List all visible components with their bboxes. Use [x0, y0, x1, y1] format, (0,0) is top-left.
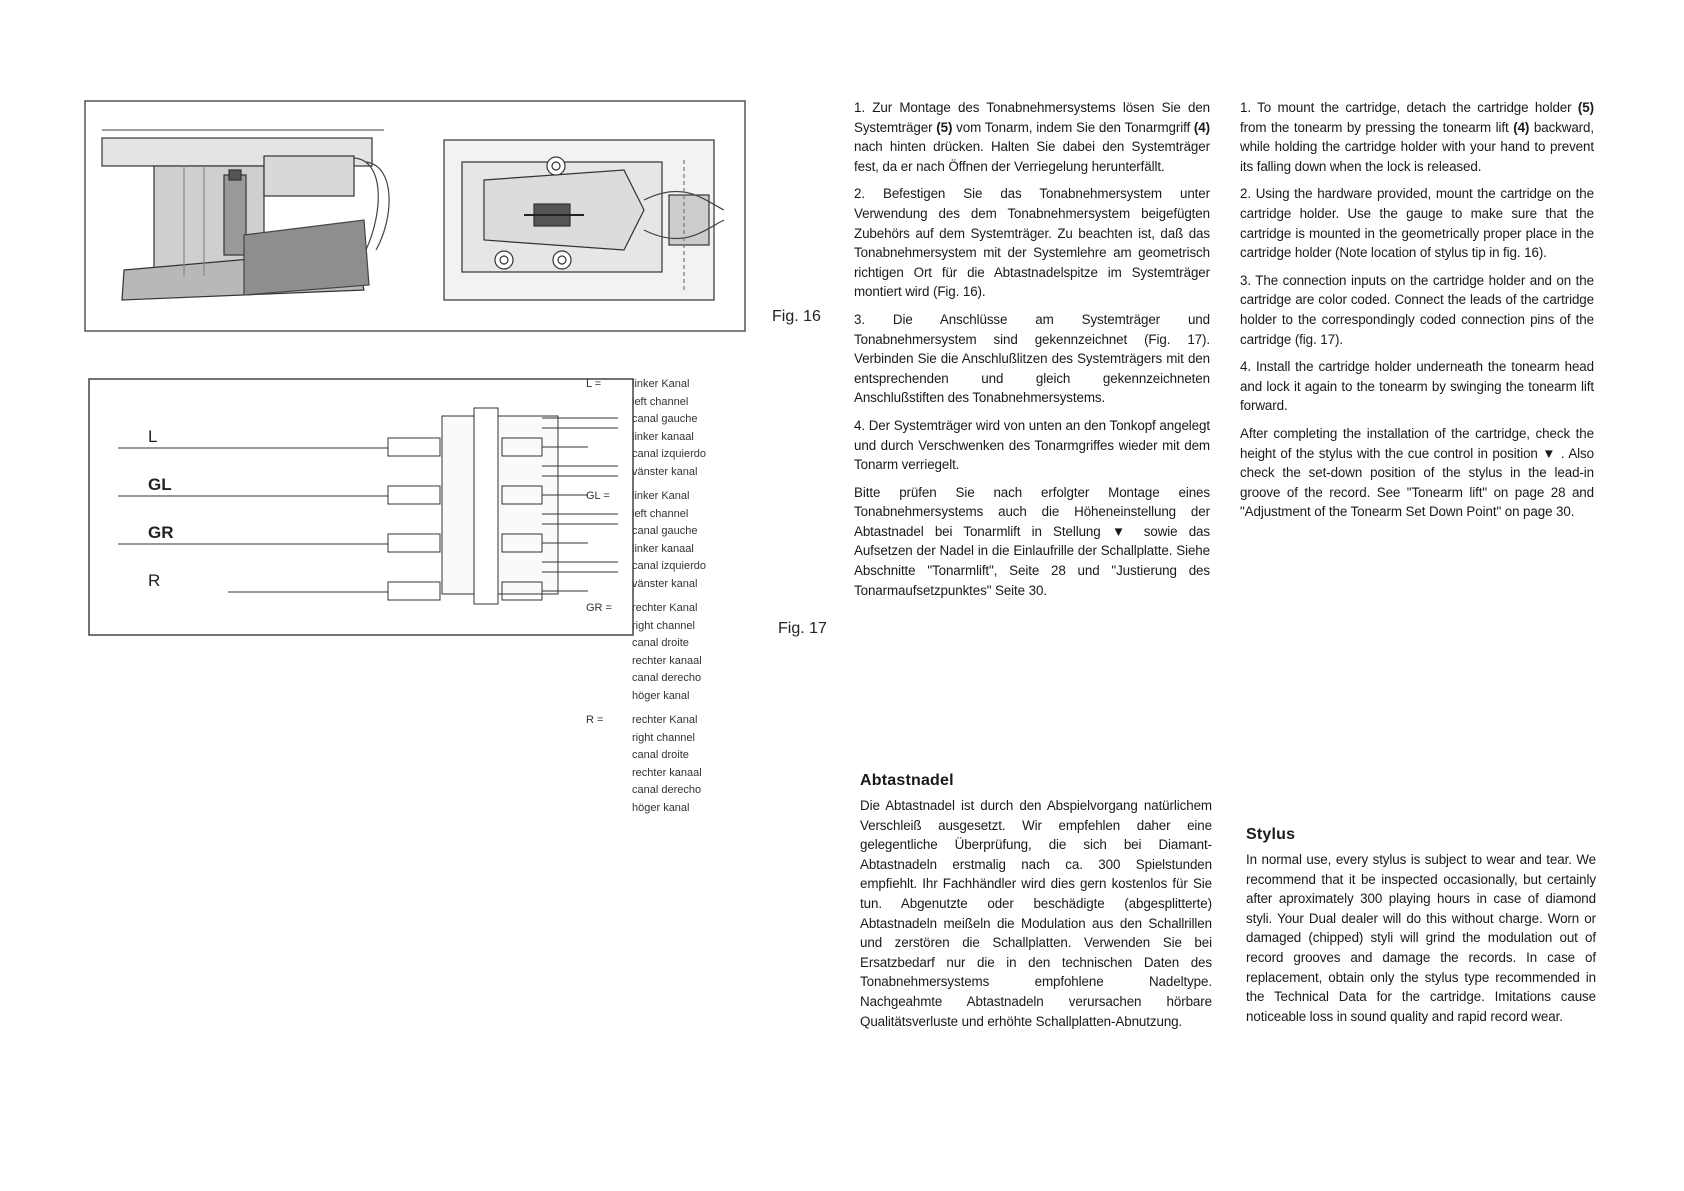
- fig17-label: Fig. 17: [778, 620, 827, 637]
- instruction-step: [1240, 357, 1594, 416]
- legend-value: canal izquierdo: [632, 448, 706, 461]
- step-number: 4.: [1240, 359, 1256, 375]
- fig17-label-GR: GR: [148, 523, 174, 542]
- step-text: Install the cartridge holder underneath the tonearm head and lock it again to the tonearm by swinging the tonearm lift forward.: [1240, 359, 1594, 414]
- legend-value: canal gauche: [632, 413, 698, 426]
- fig17-label-L: L: [148, 427, 158, 446]
- legend-key: GR =: [586, 602, 612, 614]
- legend-value: canal droite: [632, 637, 689, 650]
- legend-value: canal gauche: [632, 525, 698, 538]
- fig17-label-R: R: [148, 571, 161, 590]
- legend-value: right channel: [632, 731, 695, 744]
- legend-value: höger kanal: [632, 801, 690, 814]
- step-number: 1.: [1240, 100, 1258, 115]
- fig16-figure: [84, 100, 746, 332]
- step-text: from the tonearm by pressing the tonearm lift: [1240, 119, 1514, 135]
- fig16-drawing: [84, 100, 746, 332]
- step-number: 1.: [854, 100, 873, 115]
- step-text: Zur Montage des Tonabnehmersystems lösen Sie den Systemträger: [854, 100, 1211, 135]
- legend-value: canal derecho: [632, 784, 702, 797]
- legend-value: höger kanal: [632, 689, 690, 702]
- legend-values: [632, 376, 706, 482]
- legend-value: linker kanaal: [632, 542, 694, 555]
- step-text: Die Anschlüsse am Systemträger und Tonabnehmersystem sind gekennzeichnet (Fig. 17). Verbinden Sie die Anschlußlitzen des Systemträgers mit den entsprechenden und gleich gekennzeichneten Anschlußstiften des Tonabnehmersystems.: [854, 311, 1210, 406]
- instruction-step: [854, 98, 1210, 176]
- legend-value: rechter kanaal: [632, 654, 702, 667]
- german-stylus-text: Die Abtastnadel ist durch den Abspielvorgang natürlichem Verschleiß ausgesetzt. Wir empfehlen daher eine gelegentliche Überprüfung, die sich bei Diamant-Abtastnadeln erstmalig nach ca. 300 Spielstunden empfiehlt. Ihr Fachhändler wird dies gern kostenlos für Sie tun. Abgenutzte oder beschädigte (abgesplitterte) Abtastnadeln meißeln die Modulation aus den Schallrillen und zerstören die Schallplatten. Verwenden Sie bei Ersatzbedarf nur die in den technischen Daten des Tonabnehmersystems empfohlene Nadeltype. Nachgeahmte Abtastnadeln verursachen hörbare Qualitätsverluste und erhöhte Schallplatten-Abnutzung.: [860, 798, 1212, 1029]
- legend-value: vänster kanal: [632, 465, 698, 478]
- step-number: 3.: [854, 311, 893, 327]
- instruction-step: [854, 310, 1210, 408]
- legend-value: left channel: [632, 395, 689, 408]
- step-text: The connection inputs on the cartridge holder and on the cartridge are color coded. Connect the leads of the cartridge holder to the correspondingly coded connection pins of the cartridge (fig. 17).: [1240, 272, 1594, 347]
- instruction-step: [854, 416, 1210, 475]
- step-text: backward, while holding the cartridge holder with your hand to prevent its falling down when the lock is released.: [1240, 119, 1595, 174]
- legend-value: canal droite: [632, 749, 689, 762]
- step-number: 2.: [1240, 186, 1256, 202]
- step-number: 3.: [1240, 272, 1256, 288]
- step-number: 4.: [854, 417, 869, 433]
- legend-value: canal derecho: [632, 672, 702, 685]
- german-instructions: [854, 98, 1210, 608]
- step-text: Der Systemträger wird von unten an den Tonkopf angelegt und durch Verschwenken des Tonarmgriffes wieder mit dem Tonarm verriegelt.: [854, 417, 1210, 473]
- part-reference: (5): [1577, 100, 1594, 115]
- legend-key: R =: [586, 714, 604, 726]
- legend-value: rechter Kanal: [632, 714, 698, 726]
- legend-value: linker Kanal: [632, 378, 690, 390]
- german-stylus-section: [860, 772, 1212, 1031]
- legend-value: rechter Kanal: [632, 602, 698, 614]
- instruction-step: [854, 184, 1210, 302]
- fig17-wiring-diagram: [88, 378, 634, 636]
- instruction-step: [1240, 98, 1594, 176]
- legend-value: rechter kanaal: [632, 766, 702, 779]
- legend-values: [632, 600, 702, 706]
- part-reference: (5): [936, 119, 953, 135]
- step-text: Using the hardware provided, mount the cartridge on the cartridge holder. Use the gauge to make sure that the cartridge is mounted in the geometrically proper place in the cartridge holder (Note location of stylus tip in fig. 16).: [1240, 186, 1594, 261]
- legend-key: L =: [586, 378, 602, 390]
- part-reference: (4): [1513, 119, 1530, 135]
- step-number: 2.: [854, 186, 883, 202]
- legend-values: [632, 712, 702, 818]
- fig17-label-GL: GL: [148, 475, 172, 494]
- english-instructions: [1240, 98, 1594, 530]
- fig17-legend: [586, 376, 786, 826]
- after-installation-note: Bitte prüfen Sie nach erfolgter Montage eines Tonabnehmersystems auch die Höheneinstellung der Abtastnadel bei Tonarmlift in Stellung ▼ sowie das Aufsetzen der Nadel in die Einlaufrille der Schallplatte. Siehe Abschnitte "Tonarmlift", Seite 28 und "Justierung des Tonarmaufsetzpunktes" Seite 30.: [854, 484, 1210, 598]
- step-text: Befestigen Sie das Tonabnehmersystem unter Verwendung des dem Tonabnehmersystem beigefügten Zubehörs auf dem Systemträger. Zu beachten ist, daß das Tonabnehmersystem mit der Systemlehre am geometrisch richtigen Ort für die Abtastnadelspitze im Systemträger montiert wird (Fig. 16).: [854, 186, 1210, 300]
- legend-values: [632, 488, 706, 594]
- german-stylus-heading: Abtastnadel: [860, 772, 954, 789]
- cartridge-side-view: [102, 130, 389, 300]
- fig17-figure: [88, 378, 634, 636]
- part-reference: (4): [1193, 119, 1210, 135]
- legend-value: linker kanaal: [632, 430, 694, 443]
- legend-value: right channel: [632, 619, 695, 632]
- fig16-label: Fig. 16: [772, 308, 821, 325]
- legend-value: canal izquierdo: [632, 560, 706, 573]
- step-text: To mount the cartridge, detach the cartridge holder: [1257, 100, 1578, 115]
- english-stylus-section: [1246, 826, 1596, 1026]
- english-stylus-heading: Stylus: [1246, 826, 1296, 843]
- legend-value: vänster kanal: [632, 577, 698, 590]
- step-text: vom Tonarm, indem Sie den Tonarmgriff: [952, 119, 1194, 135]
- after-installation-note: After completing the installation of the cartridge, check the height of the stylus with the cue control in position ▼ . Also check the set-down position of the stylus in the lead-in groove of the record. See "Tonearm lift" on page 28 and "Adjustment of the Tonearm Set Down Point" on page 30.: [1240, 425, 1594, 520]
- instruction-step: [1240, 271, 1594, 349]
- legend-value: linker Kanal: [632, 490, 690, 502]
- legend-value: left channel: [632, 507, 689, 520]
- legend-key: GL =: [586, 490, 610, 502]
- english-stylus-text: In normal use, every stylus is subject to wear and tear. We recommend that it be inspected occasionally, but certainly after aproximately 300 playing hours in case of diamond styli. Your Dual dealer will do this without charge. Worn or damaged (chipped) styli will grind the modulation out of record grooves and damage the records. In case of replacement, obtain only the stylus type recommended in the Technical Data for the cartridge. Imitations cause noticeable loss in sound quality and rapid record wear.: [1246, 852, 1596, 1024]
- instruction-step: [1240, 184, 1594, 262]
- cartridge-top-view: [444, 140, 724, 300]
- step-text: nach hinten drücken. Halten Sie dabei den Systemträger fest, da er nach Öffnen der Verriegelung herunterfällt.: [854, 139, 1210, 174]
